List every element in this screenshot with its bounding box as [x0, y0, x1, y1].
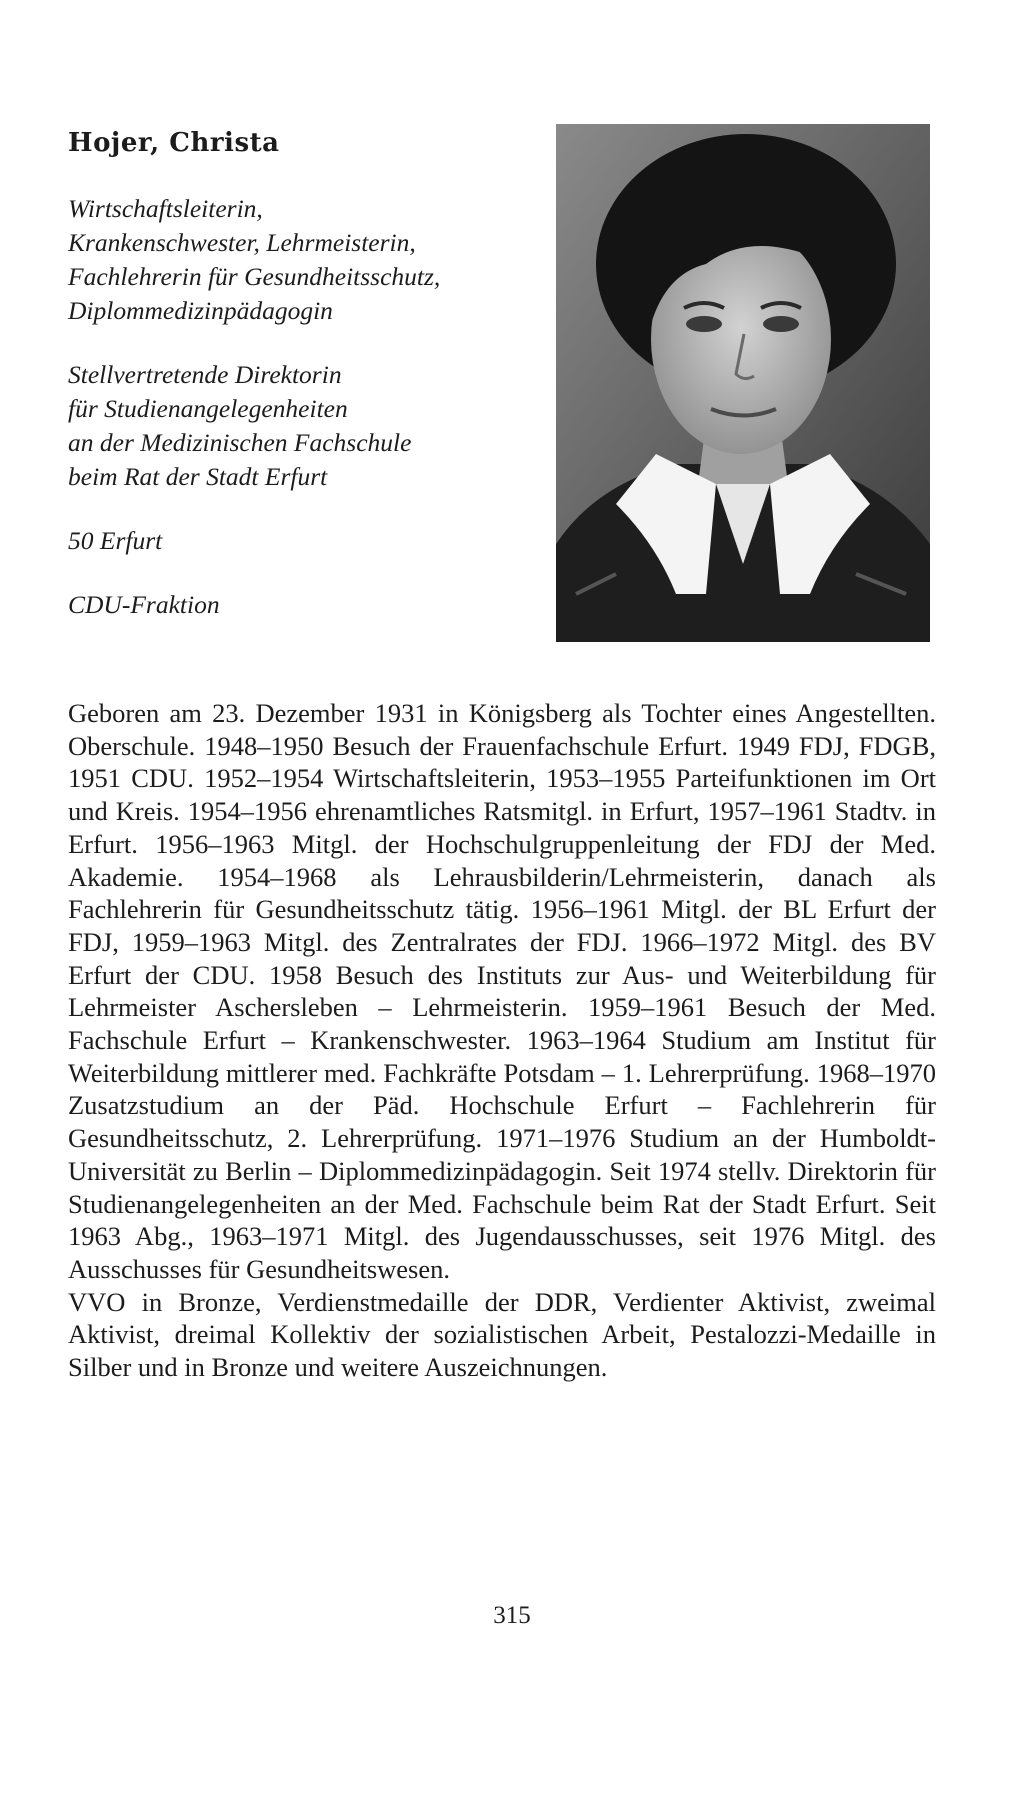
position-line: an der Medizinischen Fachschule — [68, 428, 412, 457]
profession-line: Krankenschwester, Lehrmeisterin, — [68, 228, 416, 257]
profession-line: Fachlehrerin für Gesundheitsschutz, — [68, 262, 441, 291]
person-name: Hojer, Christa — [68, 128, 280, 158]
faction: CDU-Fraktion — [68, 590, 220, 619]
position-line: für Studienangelegenheiten — [68, 394, 348, 423]
portrait-photo-icon — [556, 124, 930, 642]
faction-block — [68, 588, 538, 622]
biography-paragraph: Geboren am 23. Dezember 1931 in Königsberg als Tochter eines Angestellten. Oberschule. 1948–1950 Besuch der Frauenfachschule Erfurt. 1949 FDJ, FDGB, 1951 CDU. 1952–1954 Wirtschaftsleiterin, 1953–1955 Parteifunktionen im Ort und Kreis. 1954–1956 ehrenamtliches Ratsmitgl. in Erfurt, 1957–1961 Stadtv. in Erfurt. 1956–1963 Mitgl. der Hochschulgruppenleitung der FDJ der Med. Akademie. 1954–1968 als Lehrausbilderin/Lehrmeisterin, danach als Fachlehrerin für Gesundheitsschutz tätig. 1956–1961 Mitgl. der BL Erfurt der FDJ, 1959–1963 Mitgl. des Zentralrates der FDJ. 1966–1972 Mitgl. des BV Erfurt der CDU. 1958 Besuch des Instituts zur Aus- und Weiterbildung für Lehrmeister Aschersleben – Lehrmeisterin. 1959–1961 Besuch der Med. Fachschule Erfurt – Krankenschwester. 1963–1964 Studium am Institut für Weiterbildung mittlerer med. Fachkräfte Potsdam – 1. Lehrerprüfung. 1968–1970 Zusatzstudium an der Päd. Hochschule Erfurt – Fachlehrerin für Gesundheitsschutz, 2. Lehrerprüfung. 1971–1976 Studium an der Humboldt-Universität zu Berlin – Diplommedizinpädagogin. Seit 1974 stellv. Direktorin für Studienangelegenheiten an der Med. Fachschule beim Rat der Stadt Erfurt. Seit 1963 Abg., 1963–1971 Mitgl. des Jugendausschusses, seit 1976 Mitgl. des Ausschusses für Gesundheitswesen. — [68, 698, 936, 1284]
location-block — [68, 524, 538, 558]
position-line: Stellvertretende Direktorin — [68, 360, 342, 389]
page-number: 315 — [493, 1602, 531, 1629]
profession-line: Wirtschaftsleiterin, — [68, 194, 263, 223]
professions-list — [68, 192, 538, 328]
position-line: beim Rat der Stadt Erfurt — [68, 462, 328, 491]
biography — [68, 697, 936, 1384]
awards-paragraph: VVO in Bronze, Verdienstmedaille der DDR, Verdienter Aktivist, zweimal Aktivist, dreimal Kollektiv der sozialistischen Arbeit, Pestalozzi-Medaille in Silber und in Bronze und weitere Auszeichnungen. — [68, 1286, 936, 1383]
profile-info — [68, 192, 538, 652]
location: 50 Erfurt — [68, 526, 163, 555]
position-block — [68, 358, 538, 494]
profession-line: Diplommedizinpädagogin — [68, 296, 333, 325]
